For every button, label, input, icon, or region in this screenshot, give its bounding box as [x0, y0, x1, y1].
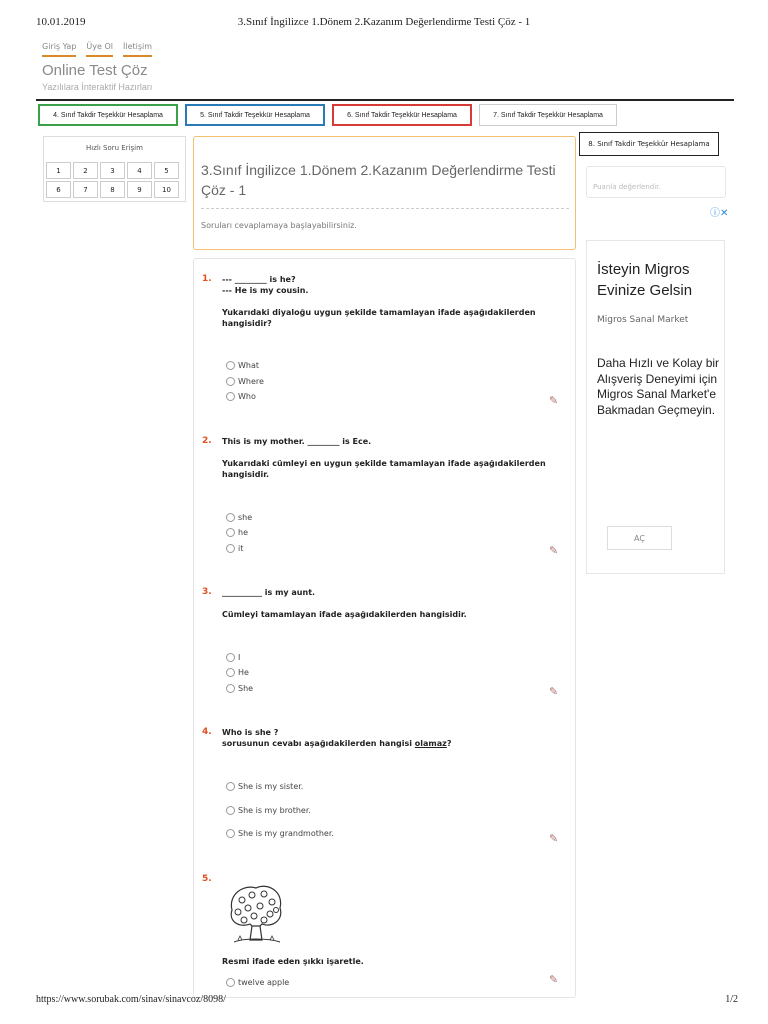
site-logo-title[interactable]: Online Test Çöz	[42, 62, 148, 79]
question-number: 4.	[202, 727, 212, 737]
print-page-number: 1/2	[725, 994, 738, 1005]
ad-title[interactable]: İsteyin Migros Evinize Gelsin	[597, 261, 693, 299]
ad-choices-close-icon[interactable]: ⓘ✕	[710, 208, 729, 219]
question-jump-5[interactable]: 5	[154, 162, 179, 179]
pencil-icon[interactable]: ✎	[549, 544, 559, 557]
option-label: it	[238, 544, 244, 553]
question-jump-3[interactable]: 3	[100, 162, 125, 179]
question-jump-4[interactable]: 4	[127, 162, 152, 179]
option-label: She	[238, 684, 254, 693]
prompt-emphasis: olamaz	[414, 739, 447, 748]
nav-register-link[interactable]: Üye Ol	[86, 42, 113, 57]
question-jump-9[interactable]: 9	[127, 181, 152, 198]
question-number: 2.	[202, 436, 212, 446]
radio-button[interactable]	[226, 377, 235, 386]
question-jump-6[interactable]: 6	[46, 181, 71, 198]
option-label: He	[238, 668, 249, 677]
question-number: 5.	[202, 874, 212, 884]
radio-button[interactable]	[226, 513, 235, 522]
radio-button[interactable]	[226, 806, 235, 815]
print-date: 10.01.2019	[36, 16, 86, 28]
option-label: She is my brother.	[238, 806, 311, 815]
answer-option[interactable]	[226, 668, 249, 677]
answer-option[interactable]	[226, 684, 253, 693]
question-line: __________ is my aunt.	[222, 588, 316, 597]
radio-button[interactable]	[226, 668, 235, 677]
pencil-icon[interactable]: ✎	[549, 973, 559, 986]
radio-button[interactable]	[226, 684, 235, 693]
apple-tree-illustration	[224, 880, 288, 946]
question-prompt	[222, 738, 562, 749]
option-label: She is my sister.	[238, 782, 304, 791]
answer-option[interactable]	[226, 528, 248, 537]
calc-grade6-button[interactable]: 6. Sınıf Takdir Teşekkür Hesaplama	[332, 104, 472, 126]
question-jump-1[interactable]: 1	[46, 162, 71, 179]
quick-access-grid	[46, 162, 179, 198]
option-label: What	[238, 361, 260, 370]
option-label: Where	[238, 377, 264, 386]
question-prompt: Cümleyi tamamlayan ifade aşağıdakilerden hangisidir.	[222, 610, 467, 619]
prompt-text: sorusunun cevabı aşağıdakilerden hangisi	[222, 739, 415, 748]
question-line: Who is she ?	[222, 728, 279, 737]
answer-option[interactable]	[226, 361, 259, 370]
test-title: 3.Sınıf İngilizce 1.Dönem 2.Kazanım Değerlendirme Testi Çöz - 1	[201, 162, 556, 198]
pencil-icon[interactable]: ✎	[549, 832, 559, 845]
ad-body: Daha Hızlı ve Kolay bir Alışveriş Deneyimi için Migros Sanal Market'e Bakmadan Geçmeyin.	[597, 356, 720, 417]
option-label: I	[238, 653, 241, 662]
radio-button[interactable]	[226, 392, 235, 401]
top-nav	[42, 42, 152, 57]
pencil-icon[interactable]: ✎	[549, 685, 559, 698]
radio-button[interactable]	[226, 782, 235, 791]
radio-button[interactable]	[226, 544, 235, 553]
calc-grade5-button[interactable]: 5. Sınıf Takdir Teşekkür Hesaplama	[185, 104, 325, 126]
option-label: twelve apple	[238, 978, 290, 987]
ad-open-button[interactable]: AÇ	[607, 526, 672, 550]
site-subtitle: Yazılılara İnteraktif Hazırları	[42, 82, 153, 92]
print-title: 3.Sınıf İngilizce 1.Dönem 2.Kazanım Değerlendirme Testi Çöz - 1	[237, 16, 531, 28]
print-url: https://www.sorubak.com/sinav/sinavcoz/8098/	[36, 994, 226, 1005]
title-divider	[201, 208, 569, 209]
option-label: Who	[238, 392, 256, 401]
radio-button[interactable]	[226, 978, 235, 987]
rating-input[interactable]: Puanla değerlendir.	[586, 166, 726, 198]
quick-access-title: Hızlı Soru Erişim	[86, 144, 143, 152]
option-label: he	[238, 528, 248, 537]
test-description: Soruları cevaplamaya başlayabilirsiniz.	[201, 221, 357, 230]
question-jump-7[interactable]: 7	[73, 181, 98, 198]
header-divider	[36, 99, 734, 101]
answer-option[interactable]	[226, 829, 334, 838]
answer-option[interactable]	[226, 544, 243, 553]
answer-option[interactable]	[226, 513, 252, 522]
question-jump-10[interactable]: 10	[154, 181, 179, 198]
option-label: she	[238, 513, 253, 522]
radio-button[interactable]	[226, 829, 235, 838]
radio-button[interactable]	[226, 528, 235, 537]
answer-option[interactable]	[226, 806, 311, 815]
calc-grade8-button[interactable]: 8. Sınıf Takdir Teşekkür Hesaplama	[579, 132, 719, 156]
nav-contact-link[interactable]: İletişim	[123, 42, 152, 57]
ad-brand: Migros Sanal Market	[597, 315, 689, 325]
radio-button[interactable]	[226, 361, 235, 370]
nav-login-link[interactable]: Giriş Yap	[42, 42, 76, 57]
question-prompt: Yukarıdaki diyaloğu uygun şekilde tamamlayan ifade aşağıdakilerden hangisidir?	[222, 308, 536, 328]
radio-button[interactable]	[226, 653, 235, 662]
question-jump-8[interactable]: 8	[100, 181, 125, 198]
answer-option[interactable]	[226, 978, 289, 987]
answer-option[interactable]	[226, 377, 264, 386]
calc-grade4-button[interactable]: 4. Sınıf Takdir Teşekkür Hesaplama	[38, 104, 178, 126]
calc-grade7-button[interactable]: 7. Sınıf Takdir Teşekkür Hesaplama	[479, 104, 617, 126]
question-line: --- ________ is he?	[222, 275, 296, 284]
question-prompt: Yukarıdaki cümleyi en uygun şekilde tamamlayan ifade aşağıdakilerden hangisidir.	[222, 459, 546, 479]
question-number: 3.	[202, 587, 212, 597]
question-line: --- He is my cousin.	[222, 286, 309, 295]
answer-option[interactable]	[226, 653, 240, 662]
question-line: This is my mother. ________ is Ece.	[222, 437, 372, 446]
pencil-icon[interactable]: ✎	[549, 394, 559, 407]
option-label: She is my grandmother.	[238, 829, 334, 838]
question-jump-2[interactable]: 2	[73, 162, 98, 179]
question-number: 1.	[202, 274, 212, 284]
prompt-text: ?	[446, 739, 452, 748]
question-prompt: Resmi ifade eden şıkkı işaretle.	[222, 957, 364, 966]
answer-option[interactable]	[226, 782, 303, 791]
answer-option[interactable]	[226, 392, 256, 401]
